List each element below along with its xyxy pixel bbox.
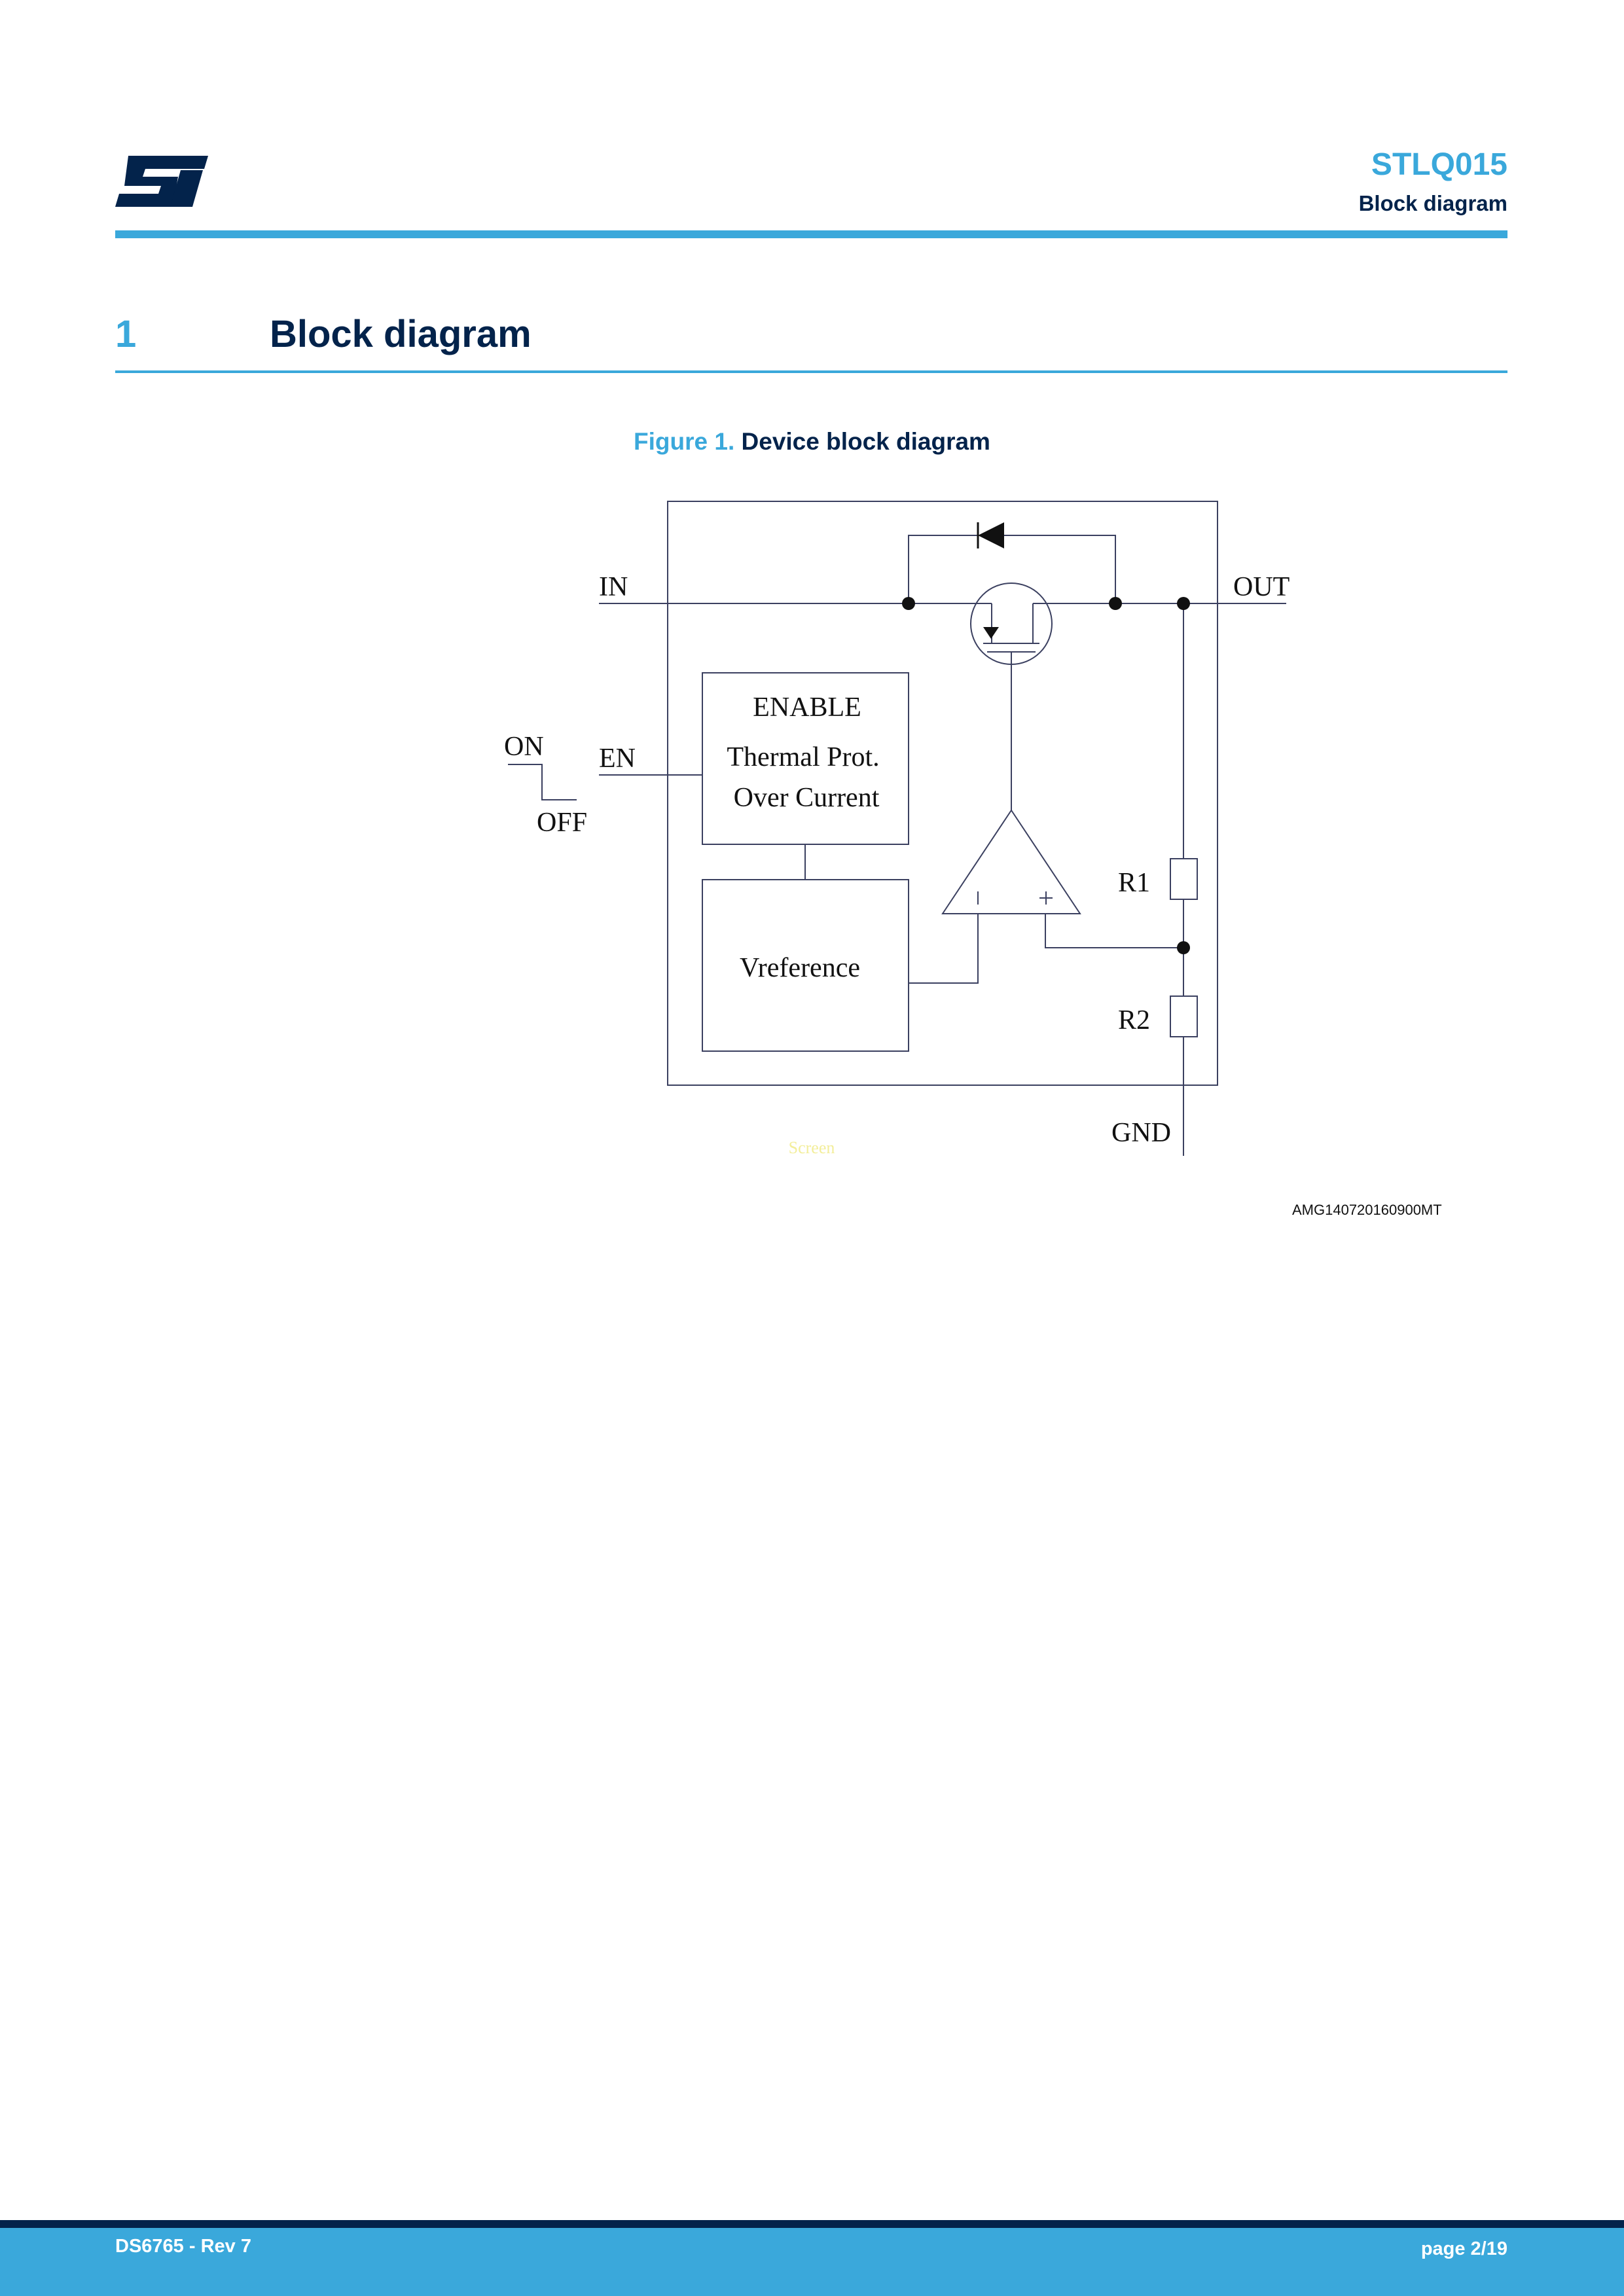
- page-number: page 2/19: [1420, 2238, 1507, 2259]
- figure-code: AMG140720160900MT: [1292, 1202, 1442, 1218]
- resistor-r1: [1170, 859, 1197, 899]
- pin-out-label: OUT: [1233, 572, 1290, 602]
- junction-dot: [1177, 597, 1190, 610]
- resistor-r1-label: R1: [1118, 868, 1151, 898]
- enable-line2: Thermal Prot.: [727, 742, 880, 772]
- junction-dot: [1177, 941, 1190, 954]
- junction-dot: [902, 597, 915, 610]
- mosfet-arrow: [983, 627, 999, 639]
- switch-symbol: [508, 764, 577, 800]
- enable-line1: ENABLE: [753, 692, 861, 723]
- enable-line3: Over Current: [733, 783, 880, 813]
- diode-loop: [909, 535, 1115, 603]
- diode-triangle: [978, 522, 1004, 548]
- document-title: STLQ015: [1371, 147, 1507, 182]
- footer-rule: [0, 2220, 1624, 2228]
- watermark-text: Screen: [788, 1138, 835, 1157]
- figure-label: Figure 1.: [634, 428, 735, 455]
- switch-on-label: ON: [504, 732, 544, 762]
- pin-en-label: EN: [599, 744, 636, 774]
- pin-in-label: IN: [599, 572, 628, 602]
- figure-title: Device block diagram: [741, 428, 990, 455]
- vref-label: Vreference: [740, 953, 860, 983]
- resistor-r2: [1170, 996, 1197, 1037]
- document-revision: DS6765 - Rev 7: [115, 2236, 251, 2257]
- feedback-wire: [1045, 914, 1183, 948]
- document-section: Block diagram: [1358, 191, 1507, 215]
- error-amplifier: [943, 810, 1080, 914]
- junction-dot: [1109, 597, 1122, 610]
- section-number: 1: [115, 313, 137, 355]
- resistor-r2-label: R2: [1118, 1005, 1151, 1035]
- switch-off-label: OFF: [537, 808, 588, 838]
- section-title: Block diagram: [270, 313, 532, 355]
- vref-to-amp: [909, 914, 978, 983]
- pin-gnd-label: GND: [1111, 1118, 1171, 1148]
